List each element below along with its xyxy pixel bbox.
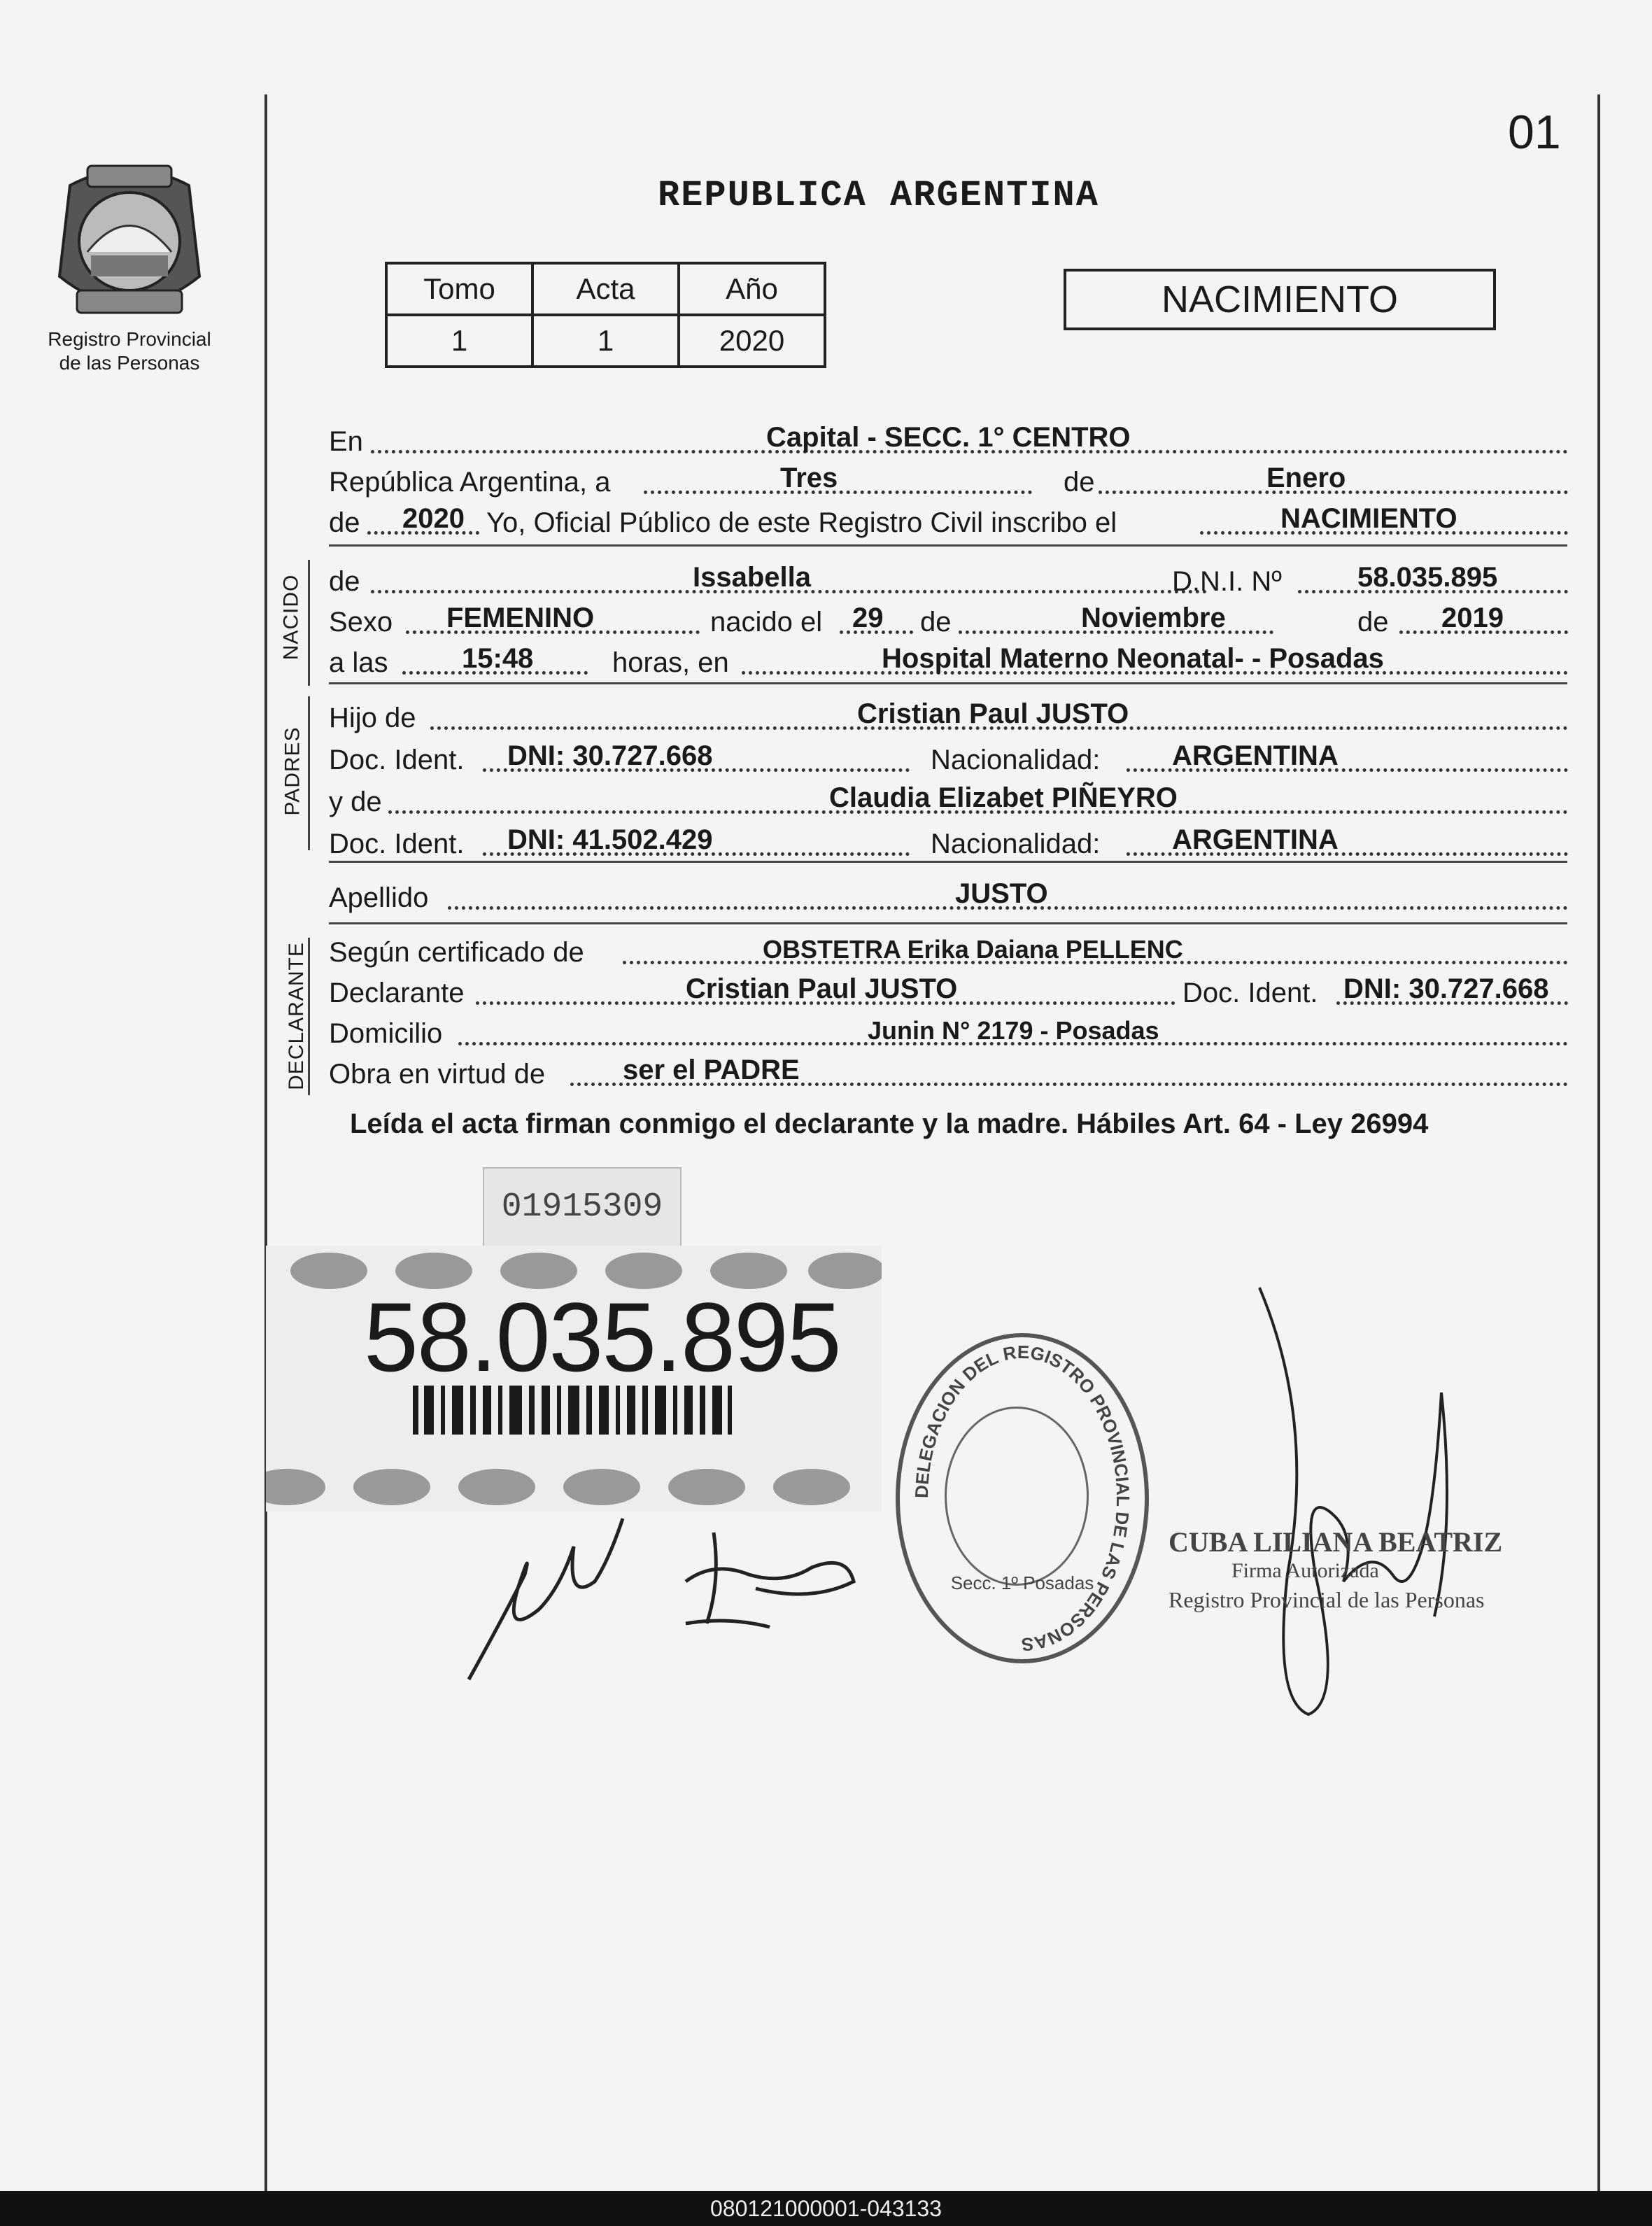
logo-caption-line2: de las Personas (59, 352, 200, 374)
father-name-value: Cristian Paul JUSTO (857, 698, 1129, 729)
child-dni-value: 58.035.895 (1357, 562, 1498, 593)
declarante-doc-label: Doc. Ident. (1182, 978, 1318, 1008)
mother-signature (672, 1519, 868, 1637)
row-certificado (329, 931, 1568, 973)
anio-value: 2020 (679, 315, 825, 367)
svg-text:DELEGACION DEL REGISTRO PROVIN (911, 1341, 1134, 1655)
row-domicilio (329, 1012, 1568, 1054)
dni-label: D.N.I. Nº (1172, 566, 1282, 597)
row-mother-doc (329, 822, 1568, 864)
acta-header: Acta (532, 263, 679, 315)
tomo-header: Tomo (386, 263, 532, 315)
en-value: Capital - SECC. 1° CENTRO (766, 422, 1131, 453)
closing-note: Leída el acta firman conmigo el declarante y la madre. Hábiles Art. 64 - Ley 26994 (350, 1108, 1429, 1139)
year-value: 2020 (402, 503, 465, 534)
footer-bar (0, 2191, 1652, 2226)
divider (329, 682, 1567, 684)
row-obra (329, 1052, 1568, 1094)
row-en (329, 420, 1568, 462)
divider (329, 861, 1567, 863)
birth-time-value: 15:48 (462, 643, 534, 674)
de2-label: de (329, 507, 360, 538)
padres-section-label: PADRES (281, 726, 304, 816)
row-declarante (329, 971, 1568, 1013)
anio-header: Año (679, 263, 825, 315)
en-label: En (329, 426, 363, 457)
official-signature (1231, 1281, 1490, 1728)
divider (329, 922, 1567, 924)
province-seal-logo (49, 157, 210, 325)
child-name-value: Issabella (693, 562, 812, 593)
declarant-signature (462, 1505, 630, 1686)
domicilio-value: Junin N° 2179 - Posadas (868, 1016, 1159, 1045)
tomo-value: 1 (386, 315, 532, 367)
birth-day-value: 29 (852, 603, 884, 633)
obra-label: Obra en virtud de (329, 1059, 546, 1090)
yo-label: Yo, Oficial Público de este Registro Civil inscribo el (486, 507, 1117, 538)
mother-nac-label: Nacionalidad: (931, 829, 1101, 859)
sexo-value: FEMENINO (446, 603, 595, 633)
domicilio-label: Domicilio (329, 1018, 443, 1049)
declarante-value: Cristian Paul JUSTO (686, 973, 958, 1004)
birth-place-value: Hospital Materno Neonatal- - Posadas (882, 643, 1384, 674)
dotted-line (644, 491, 1032, 494)
serial-stamp: 01915309 (483, 1167, 682, 1247)
obra-value: ser el PADRE (623, 1055, 800, 1085)
nacido-de-label3: de (1357, 607, 1389, 637)
father-doc-value: DNI: 30.727.668 (507, 740, 713, 771)
official-name: CUBA LILIANA BEATRIZ (1169, 1526, 1503, 1558)
logo-caption (21, 327, 238, 375)
stamp-ring-text: DELEGACION DEL REGISTRO PROVINCIAL DE LAS PERSONAS (910, 1341, 1134, 1656)
divider (329, 544, 1567, 547)
row-sexo (329, 600, 1568, 642)
row-hora (329, 641, 1568, 683)
nacido-section-label: NACIDO (279, 574, 303, 661)
apellido-label: Apellido (329, 882, 429, 913)
padres-bracket (308, 696, 310, 850)
act-type-box: NACIMIENTO (1064, 269, 1496, 330)
hijo-de-label: Hijo de (329, 703, 416, 733)
nacido-bracket (308, 560, 310, 686)
birth-year-value: 2019 (1441, 603, 1504, 633)
declarante-section-label: DECLARANTE (284, 942, 308, 1090)
footer-code: 080121000001-043133 (710, 2196, 942, 2221)
registry-stamp-ring-text (900, 1337, 1145, 1659)
sexo-label: Sexo (329, 607, 393, 637)
stamp-inner-text: Secc. 1º Posadas (950, 1572, 1094, 1593)
left-margin-line (264, 94, 267, 2194)
cert-label: Según certificado de (329, 937, 584, 968)
day-value: Tres (780, 463, 838, 493)
father-doc-label: Doc. Ident. (329, 745, 465, 775)
apellido-value: JUSTO (955, 878, 1048, 909)
logo-caption-line1: Registro Provincial (48, 328, 211, 350)
de-label: de (1064, 467, 1095, 498)
nacido-el-label: nacido el (710, 607, 823, 637)
row-father-doc (329, 738, 1568, 780)
inscribo-value: NACIMIENTO (1280, 503, 1457, 534)
nacido-de-label: de (329, 566, 360, 597)
declarante-doc-value: DNI: 30.727.668 (1343, 973, 1549, 1004)
official-title: Firma Autorizada (1231, 1559, 1379, 1582)
acta-value: 1 (532, 315, 679, 367)
row-republica (329, 460, 1568, 502)
father-nac-label: Nacionalidad: (931, 745, 1101, 775)
row-hijo-de (329, 696, 1568, 738)
row-year (329, 501, 1568, 543)
official-office: Registro Provincial de las Personas (1169, 1587, 1485, 1612)
y-de-label: y de (329, 787, 382, 817)
republica-label: República Argentina, a (329, 467, 611, 498)
a-las-label: a las (329, 647, 388, 678)
row-apellido (329, 876, 1568, 918)
row-y-de (329, 780, 1568, 822)
horas-en-label: horas, en (612, 647, 729, 678)
mother-name-value: Claudia Elizabet PIÑEYRO (829, 782, 1178, 813)
row-nacido-name (329, 560, 1568, 602)
birth-month-value: Noviembre (1081, 603, 1226, 633)
mother-nac-value: ARGENTINA (1172, 824, 1339, 855)
mother-doc-label: Doc. Ident. (329, 829, 465, 859)
page-number: 01 (1508, 106, 1561, 159)
right-margin-line (1597, 94, 1600, 2194)
sticker-dni-number: 58.035.895 (364, 1282, 840, 1392)
month-value: Enero (1266, 463, 1346, 493)
cert-value: OBSTETRA Erika Daiana PELLENC (763, 935, 1183, 964)
father-nac-value: ARGENTINA (1172, 740, 1339, 771)
tomo-acta-table (385, 262, 826, 368)
mother-doc-value: DNI: 41.502.429 (507, 824, 713, 855)
nacido-de-label2: de (920, 607, 952, 637)
country-title: REPUBLICA ARGENTINA (658, 175, 1099, 216)
declarante-label: Declarante (329, 978, 465, 1008)
